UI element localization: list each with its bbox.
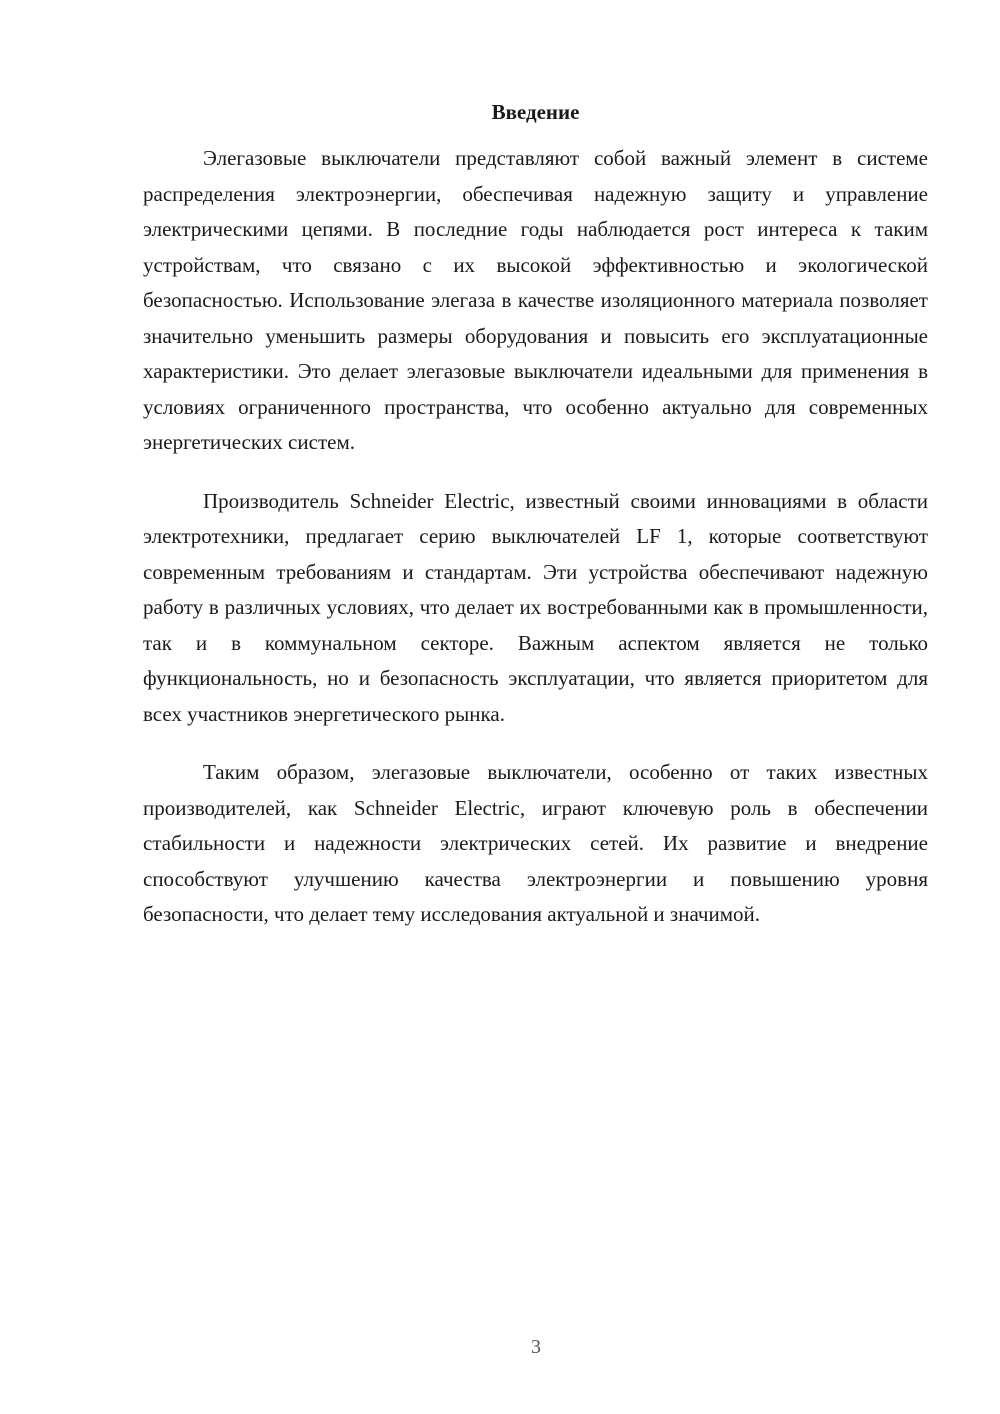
paragraph-2: Производитель Schneider Electric, известный своими инновациями в области электротехники, предлагает серию выключателей LF 1, которые соответствуют современным требованиям и стандартам. Эти устройства обеспечивают надежную работу в различных условиях, что делает их востребованными как в промышленности, так и в коммунальном секторе. Важным аспектом является не только функциональность, но и безопасность эксплуатации, что является приоритетом для всех участников энергетического рынка. <box>143 488 928 726</box>
document-body <box>143 141 928 956</box>
paragraph-3: Таким образом, элегазовые выключатели, особенно от таких известных производителей, как Schneider Electric, играют ключевую роль в обеспечении стабильности и надежности электрических сетей. Их развитие и внедрение способствуют улучшению качества электроэнергии и повышению уровня безопасности, что делает тему исследования актуальной и значимой. <box>143 760 928 926</box>
page-title: Введение <box>491 100 580 124</box>
paragraph-1: Элегазовые выключатели представляют собой важный элемент в системе распределения электроэнергии, обеспечивая надежную защиту и управление электрическими цепями. В последние годы наблюдается рост интереса к таким устройствам, что связано с их высокой эффективностью и экологической безопасностью. Использование элегаза в качестве изоляционного материала позволяет значительно уменьшить размеры оборудования и повысить его эксплуатационные характеристики. Это делает элегазовые выключатели идеальными для применения в условиях ограниченного пространства, что особенно актуально для современных энергетических систем. <box>143 146 928 454</box>
page-number: 3 <box>531 1336 541 1358</box>
